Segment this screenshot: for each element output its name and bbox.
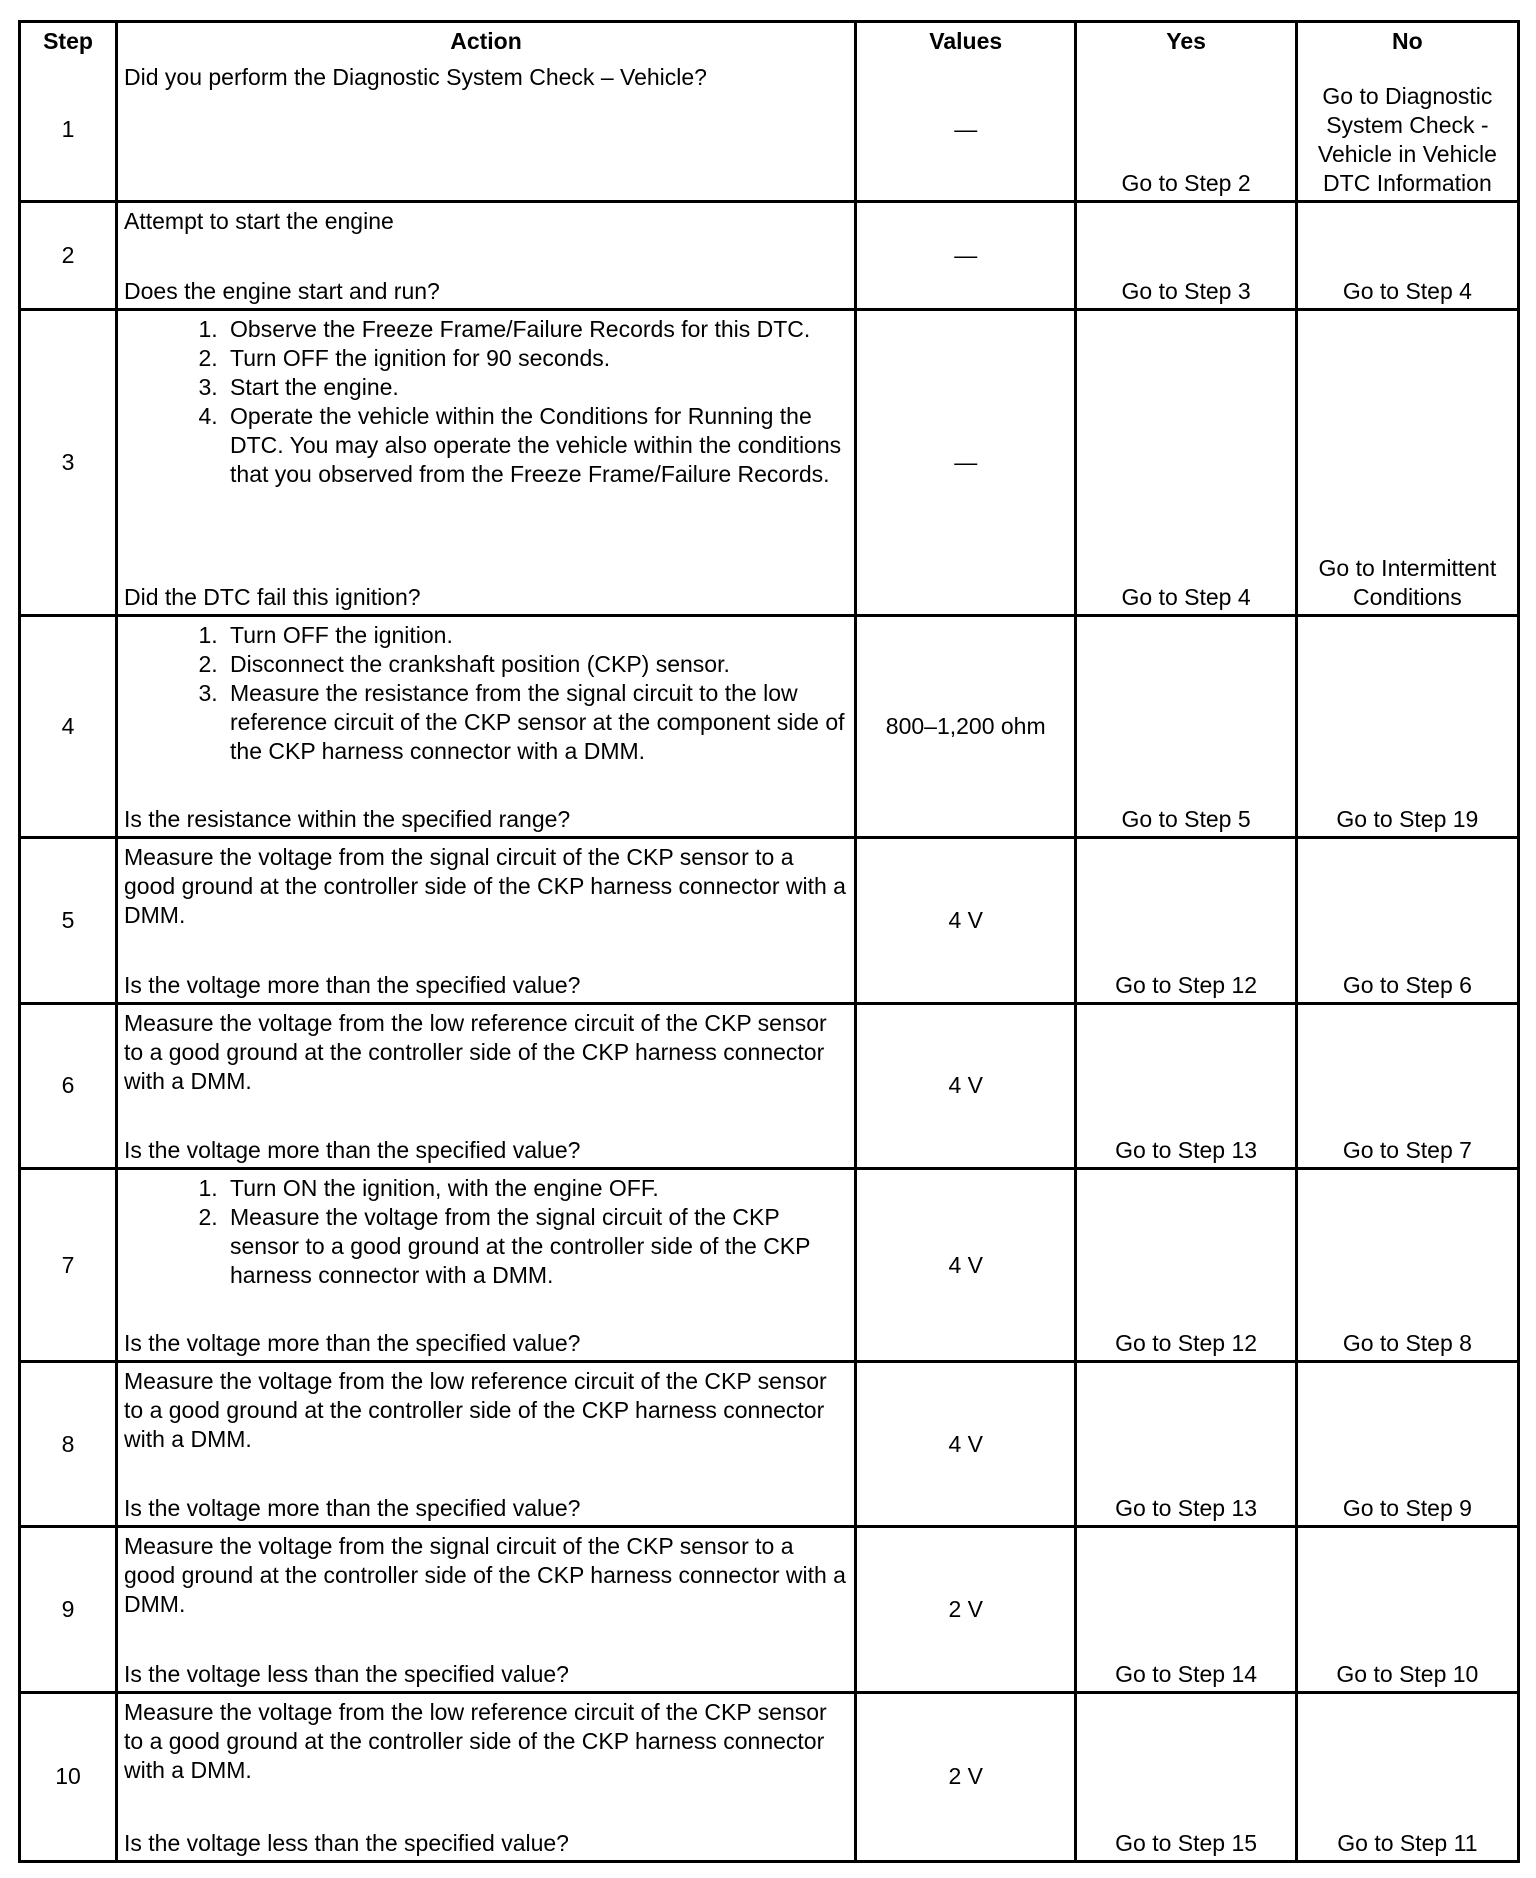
step-number: 5 [21, 839, 118, 1004]
action-text: Attempt to start the engine [124, 207, 394, 234]
yes-cell: Go to Step 5 [1077, 617, 1297, 839]
action-cell [118, 1363, 857, 1528]
action-content [124, 1009, 848, 1165]
yes-cell: Go to Step 4 [1077, 311, 1297, 618]
table-row [21, 617, 1517, 839]
value-cell: — [857, 59, 1077, 203]
action-text: Measure the voltage from the low reference circuit of the CKP sensor to a good ground at the controller side of the CKP harness connector with a DMM. [124, 1698, 827, 1783]
table-row [21, 311, 1517, 618]
table-row [21, 1528, 1517, 1693]
no-cell: Go to Step 19 [1298, 617, 1517, 839]
action-step-item: 4. Operate the vehicle within the Conditions for Running the DTC. You may also operate the vehicle within the conditions that you observed from the Freeze Frame/Failure Records. [224, 402, 848, 489]
action-question: Is the voltage more than the specified value? [124, 971, 581, 998]
yes-cell: Go to Step 13 [1077, 1005, 1297, 1170]
value-cell: 800–1,200 ohm [857, 617, 1077, 839]
action-cell [118, 59, 857, 203]
action-step-item: 2. Disconnect the crankshaft position (CKP) sensor. [224, 650, 848, 679]
action-content [124, 63, 848, 198]
table-row [21, 1694, 1517, 1860]
step-number: 4 [21, 617, 118, 839]
yes-cell: Go to Step 2 [1077, 59, 1297, 203]
action-cell [118, 1528, 857, 1693]
action-question: Is the voltage more than the specified value? [124, 1330, 581, 1357]
action-cell [118, 617, 857, 839]
step-number: 7 [21, 1170, 118, 1364]
table-row [21, 1005, 1517, 1170]
value-cell: — [857, 203, 1077, 311]
yes-cell: Go to Step 13 [1077, 1363, 1297, 1528]
action-question: Is the voltage more than the specified value? [124, 1136, 581, 1163]
action-question: Does the engine start and run? [124, 277, 440, 304]
action-steps-list [124, 621, 848, 766]
table-row [21, 1363, 1517, 1528]
no-cell: Go to Step 10 [1298, 1528, 1517, 1693]
no-cell: Go to Step 4 [1298, 203, 1517, 311]
action-question: Is the voltage less than the specified value? [124, 1830, 569, 1856]
value-cell: — [857, 311, 1077, 618]
action-content [124, 1367, 848, 1523]
action-step-item: 1. Turn OFF the ignition. [224, 621, 848, 650]
step-number: 9 [21, 1528, 118, 1693]
table-row [21, 839, 1517, 1004]
value-cell: 4 V [857, 1363, 1077, 1528]
action-step-item: 2. Turn OFF the ignition for 90 seconds. [224, 344, 848, 373]
action-content [124, 1698, 848, 1858]
no-cell: Go to Intermittent Conditions [1298, 311, 1517, 618]
yes-cell: Go to Step 14 [1077, 1528, 1297, 1693]
action-cell [118, 1170, 857, 1364]
no-cell: Go to Step 11 [1337, 1830, 1478, 1856]
value-cell: 4 V [857, 1170, 1077, 1364]
action-step-item: 1. Turn ON the ignition, with the engine OFF. [224, 1174, 848, 1203]
action-content [124, 843, 848, 999]
step-number: 3 [21, 311, 118, 618]
action-cell [118, 1694, 857, 1860]
header-yes: Yes [1077, 23, 1297, 59]
action-step-item: 3. Measure the resistance from the signal circuit to the low reference circuit of the CKP sensor at the component side of the CKP harness connector with a DMM. [224, 679, 848, 766]
step-number: 10 [21, 1694, 118, 1860]
step-number: 1 [21, 59, 118, 203]
header-step: Step [21, 23, 118, 59]
action-step-item: 3. Start the engine. [224, 373, 848, 402]
step-number: 6 [21, 1005, 118, 1170]
header-no: No [1392, 27, 1423, 54]
step-number: 2 [21, 203, 118, 311]
action-question: Is the voltage more than the specified value? [124, 1495, 581, 1522]
no-cell: Go to Step 7 [1298, 1005, 1517, 1170]
action-content [124, 1174, 848, 1359]
action-cell [118, 203, 857, 311]
action-content [124, 315, 848, 613]
action-steps-list [124, 315, 848, 489]
header-row [21, 23, 1517, 59]
no-cell: Go to Diagnostic System Check - Vehicle in Vehicle DTC Information [1298, 59, 1517, 203]
action-text: Measure the voltage from the signal circuit of the CKP sensor to a good ground at the controller side of the CKP harness connector with a DMM. [124, 1533, 846, 1618]
action-question: Is the resistance within the specified range? [124, 806, 571, 833]
action-cell [118, 311, 857, 618]
action-content [124, 621, 848, 834]
value-cell: 2 V [857, 1694, 1077, 1860]
action-cell [118, 1005, 857, 1170]
action-step-item: 1. Observe the Freeze Frame/Failure Records for this DTC. [224, 315, 848, 344]
action-content [124, 1532, 848, 1688]
header-values: Values [857, 23, 1077, 59]
no-cell: Go to Step 8 [1298, 1170, 1517, 1364]
yes-cell: Go to Step 3 [1077, 203, 1297, 311]
action-question: Did the DTC fail this ignition? [124, 584, 421, 611]
action-steps-list [124, 1174, 848, 1290]
action-text: Did you perform the Diagnostic System Check – Vehicle? [124, 64, 707, 90]
value-cell: 4 V [857, 839, 1077, 1004]
action-text: Measure the voltage from the low reference circuit of the CKP sensor to a good ground at the controller side of the CKP harness connector with a DMM. [124, 1009, 827, 1094]
table-row [21, 203, 1517, 311]
action-text: Measure the voltage from the low reference circuit of the CKP sensor to a good ground at the controller side of the CKP harness connector with a DMM. [124, 1368, 827, 1453]
yes-cell: Go to Step 15 [1077, 1694, 1297, 1860]
step-number: 8 [21, 1363, 118, 1528]
value-cell: 4 V [857, 1005, 1077, 1170]
table-row [21, 59, 1517, 203]
action-cell [118, 839, 857, 1004]
action-text: Measure the voltage from the signal circuit of the CKP sensor to a good ground at the controller side of the CKP harness connector with a DMM. [124, 844, 846, 929]
action-question: Is the voltage less than the specified value? [124, 1660, 569, 1687]
table-row [21, 1170, 1517, 1364]
action-content [124, 207, 848, 306]
header-action: Action [118, 23, 857, 59]
no-cell: Go to Step 9 [1298, 1363, 1517, 1528]
action-step-item: 2. Measure the voltage from the signal circuit of the CKP sensor to a good ground at the controller side of the CKP harness connector with a DMM. [224, 1203, 848, 1290]
yes-cell: Go to Step 12 [1077, 1170, 1297, 1364]
yes-cell: Go to Step 12 [1077, 839, 1297, 1004]
diagnostic-table [18, 20, 1520, 1863]
no-cell: Go to Step 6 [1298, 839, 1517, 1004]
value-cell: 2 V [857, 1528, 1077, 1693]
